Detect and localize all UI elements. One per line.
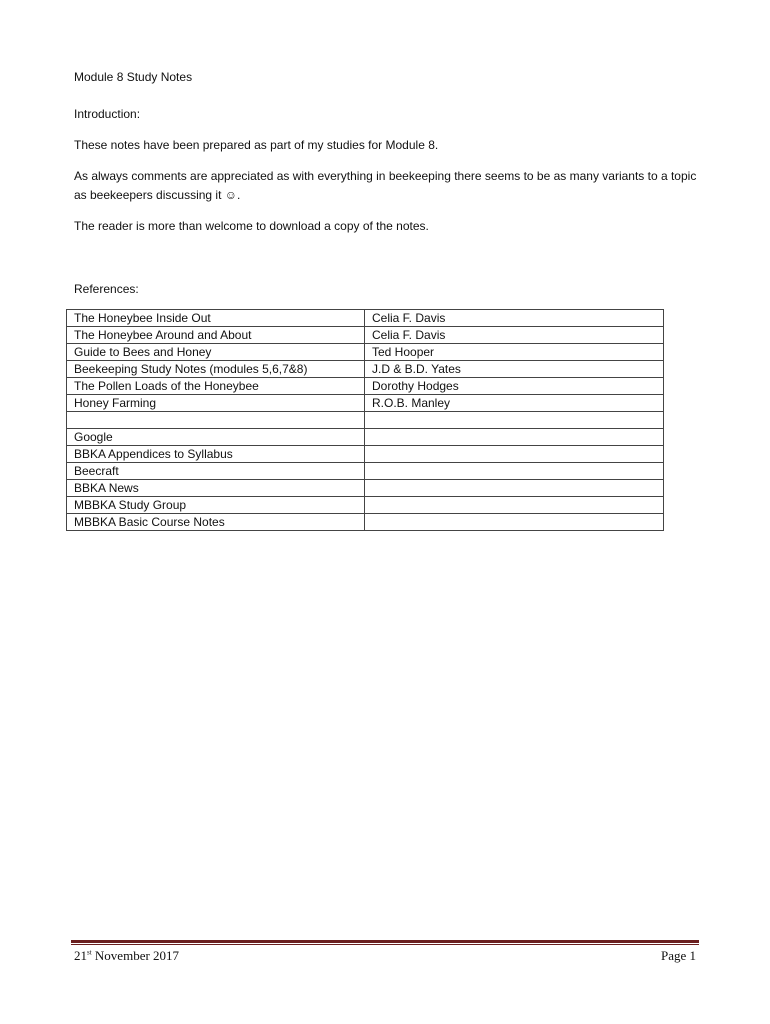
intro-paragraph: The reader is more than welcome to download a copy of the notes. — [74, 219, 429, 233]
reference-author — [365, 480, 664, 497]
reference-title: MBBKA Study Group — [67, 497, 365, 514]
footer-page-number: Page 1 — [660, 948, 696, 963]
table-row — [67, 463, 664, 480]
footer-date-suffix: st — [87, 948, 92, 957]
references-heading: References: — [74, 282, 139, 296]
reference-title: Guide to Bees and Honey — [67, 344, 365, 361]
reference-title: MBBKA Basic Course Notes — [67, 514, 365, 531]
reference-title: The Honeybee Around and About — [67, 327, 365, 344]
table-row — [67, 310, 664, 327]
reference-author: Dorothy Hodges — [365, 378, 664, 395]
document-title: Module 8 Study Notes — [74, 70, 193, 84]
table-row — [67, 429, 664, 446]
reference-author — [365, 514, 664, 531]
reference-title: Beecraft — [67, 463, 365, 480]
table-row — [67, 344, 664, 361]
reference-title: Google — [67, 429, 365, 446]
reference-title: BBKA News — [67, 480, 365, 497]
table-row — [67, 378, 664, 395]
reference-author: J.D & B.D. Yates — [365, 361, 664, 378]
footer-date — [74, 948, 179, 964]
table-row — [67, 497, 664, 514]
reference-author: Ted Hooper — [365, 344, 664, 361]
intro-paragraph: These notes have been prepared as part of my studies for Module 8. — [74, 138, 439, 152]
footer-date-rest: November 2017 — [91, 948, 180, 963]
table-row — [67, 395, 664, 412]
table-row — [67, 514, 664, 531]
footer-date-day: 21 — [74, 948, 87, 963]
reference-author — [365, 446, 664, 463]
reference-author: Celia F. Davis — [365, 327, 664, 344]
table-row — [67, 480, 664, 497]
reference-title: BBKA Appendices to Syllabus — [67, 446, 365, 463]
intro-heading: Introduction: — [74, 107, 141, 121]
reference-title: The Honeybee Inside Out — [67, 310, 365, 327]
intro-paragraph: As always comments are appreciated as with everything in beekeeping there seems to be as many variants to a topic as beekeepers discussing it ☺. — [74, 169, 697, 202]
reference-author — [365, 497, 664, 514]
table-row — [67, 412, 664, 429]
reference-title: Honey Farming — [67, 395, 365, 412]
reference-author — [365, 429, 664, 446]
reference-author: Celia F. Davis — [365, 310, 664, 327]
table-row — [67, 361, 664, 378]
reference-title: Beekeeping Study Notes (modules 5,6,7&8) — [67, 361, 365, 378]
reference-title: The Pollen Loads of the Honeybee — [67, 378, 365, 395]
table-row — [67, 446, 664, 463]
reference-author: R.O.B. Manley — [365, 395, 664, 412]
reference-author — [365, 412, 664, 429]
reference-title — [67, 412, 365, 429]
reference-author — [365, 463, 664, 480]
footer-divider — [71, 944, 699, 945]
footer-divider — [71, 940, 699, 943]
table-row — [67, 327, 664, 344]
references-table — [66, 309, 664, 531]
